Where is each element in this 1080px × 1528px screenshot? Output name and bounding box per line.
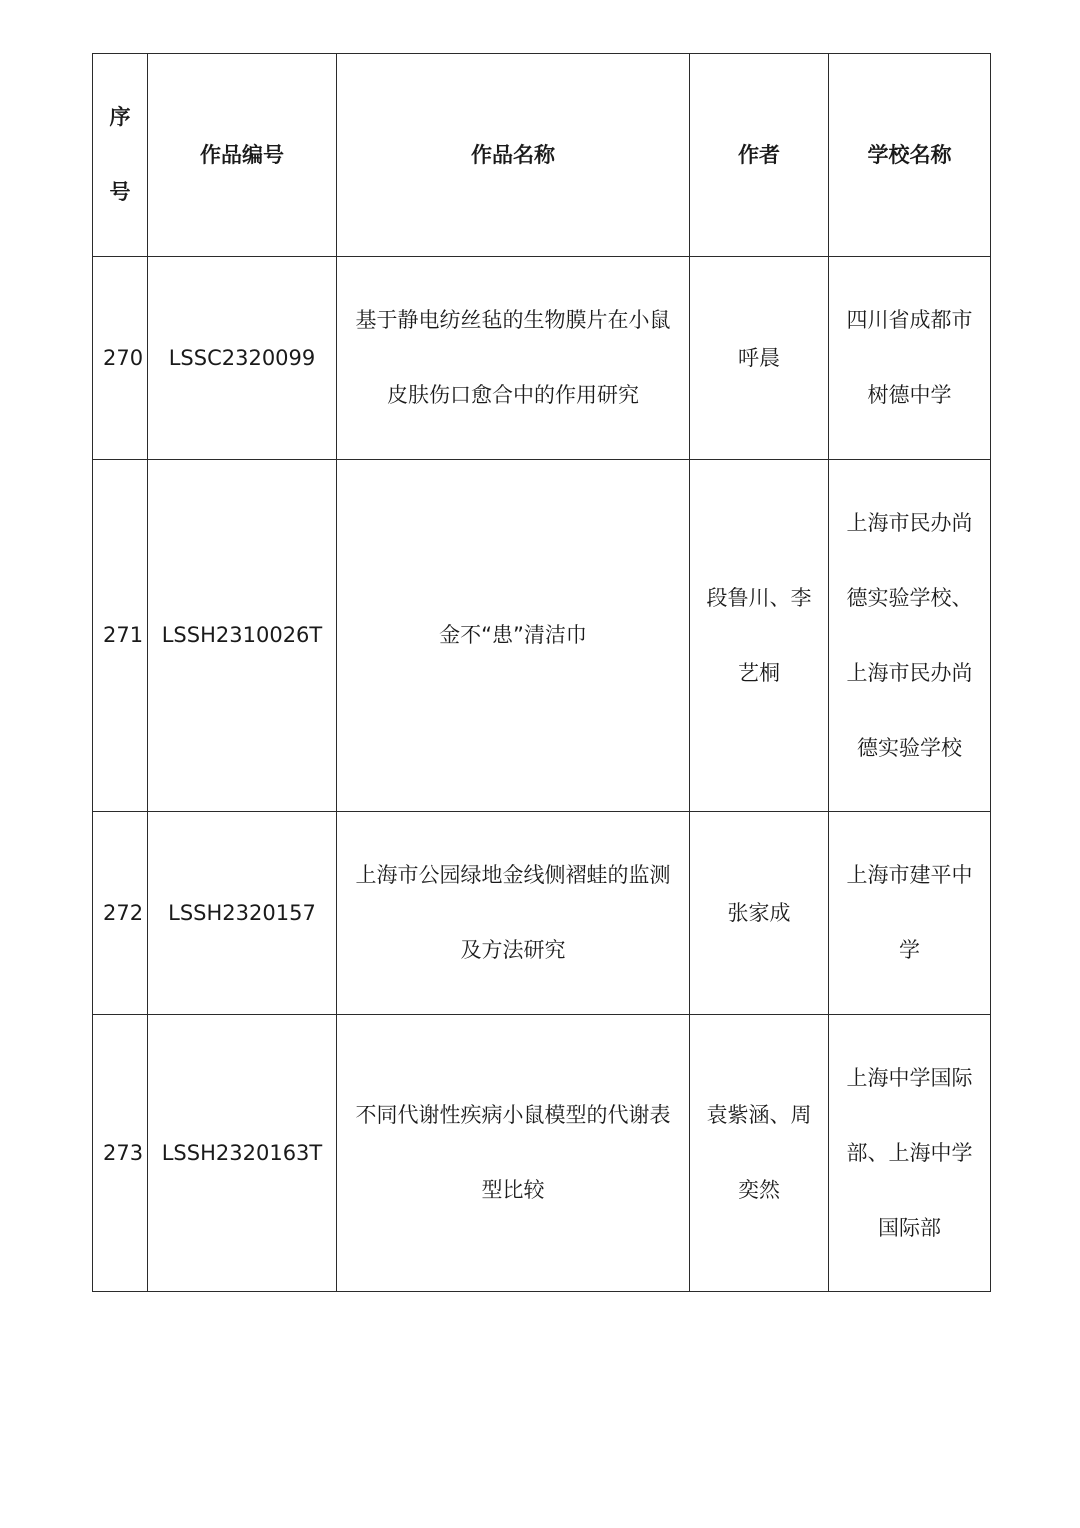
cell-author: 张家成 bbox=[690, 812, 829, 1015]
header-title: 作品名称 bbox=[337, 54, 690, 257]
cell-seq: 270 bbox=[93, 257, 148, 460]
cell-title: 基于静电纺丝毡的生物膜片在小鼠皮肤伤口愈合中的作用研究 bbox=[337, 257, 690, 460]
cell-code: LSSH2320157 bbox=[148, 812, 337, 1015]
header-school: 学校名称 bbox=[829, 54, 991, 257]
cell-school: 上海市建平中学 bbox=[829, 812, 991, 1015]
header-code: 作品编号 bbox=[148, 54, 337, 257]
cell-school: 上海市民办尚德实验学校、上海市民办尚德实验学校 bbox=[829, 460, 991, 812]
cell-seq: 272 bbox=[93, 812, 148, 1015]
cell-title: 不同代谢性疾病小鼠模型的代谢表型比较 bbox=[337, 1015, 690, 1292]
cell-school: 上海中学国际部、上海中学国际部 bbox=[829, 1015, 991, 1292]
cell-seq: 271 bbox=[93, 460, 148, 812]
header-seq bbox=[93, 54, 148, 257]
table-header-row bbox=[93, 54, 991, 257]
cell-title: 上海市公园绿地金线侧褶蛙的监测及方法研究 bbox=[337, 812, 690, 1015]
cell-author: 袁紫涵、周奕然 bbox=[690, 1015, 829, 1292]
cell-school: 四川省成都市树德中学 bbox=[829, 257, 991, 460]
table-row bbox=[93, 460, 991, 812]
header-author: 作者 bbox=[690, 54, 829, 257]
cell-author: 呼晨 bbox=[690, 257, 829, 460]
cell-code: LSSH2320163T bbox=[148, 1015, 337, 1292]
cell-code: LSSC2320099 bbox=[148, 257, 337, 460]
table-row bbox=[93, 812, 991, 1015]
header-seq-line2: 号 bbox=[109, 180, 131, 204]
cell-author: 段鲁川、李艺桐 bbox=[690, 460, 829, 812]
award-list-table bbox=[92, 53, 991, 1292]
cell-title: 金不“患”清洁巾 bbox=[337, 460, 690, 812]
header-seq-line1: 序 bbox=[109, 105, 131, 129]
table-row bbox=[93, 1015, 991, 1292]
cell-code: LSSH2310026T bbox=[148, 460, 337, 812]
table-row bbox=[93, 257, 991, 460]
cell-seq: 273 bbox=[93, 1015, 148, 1292]
